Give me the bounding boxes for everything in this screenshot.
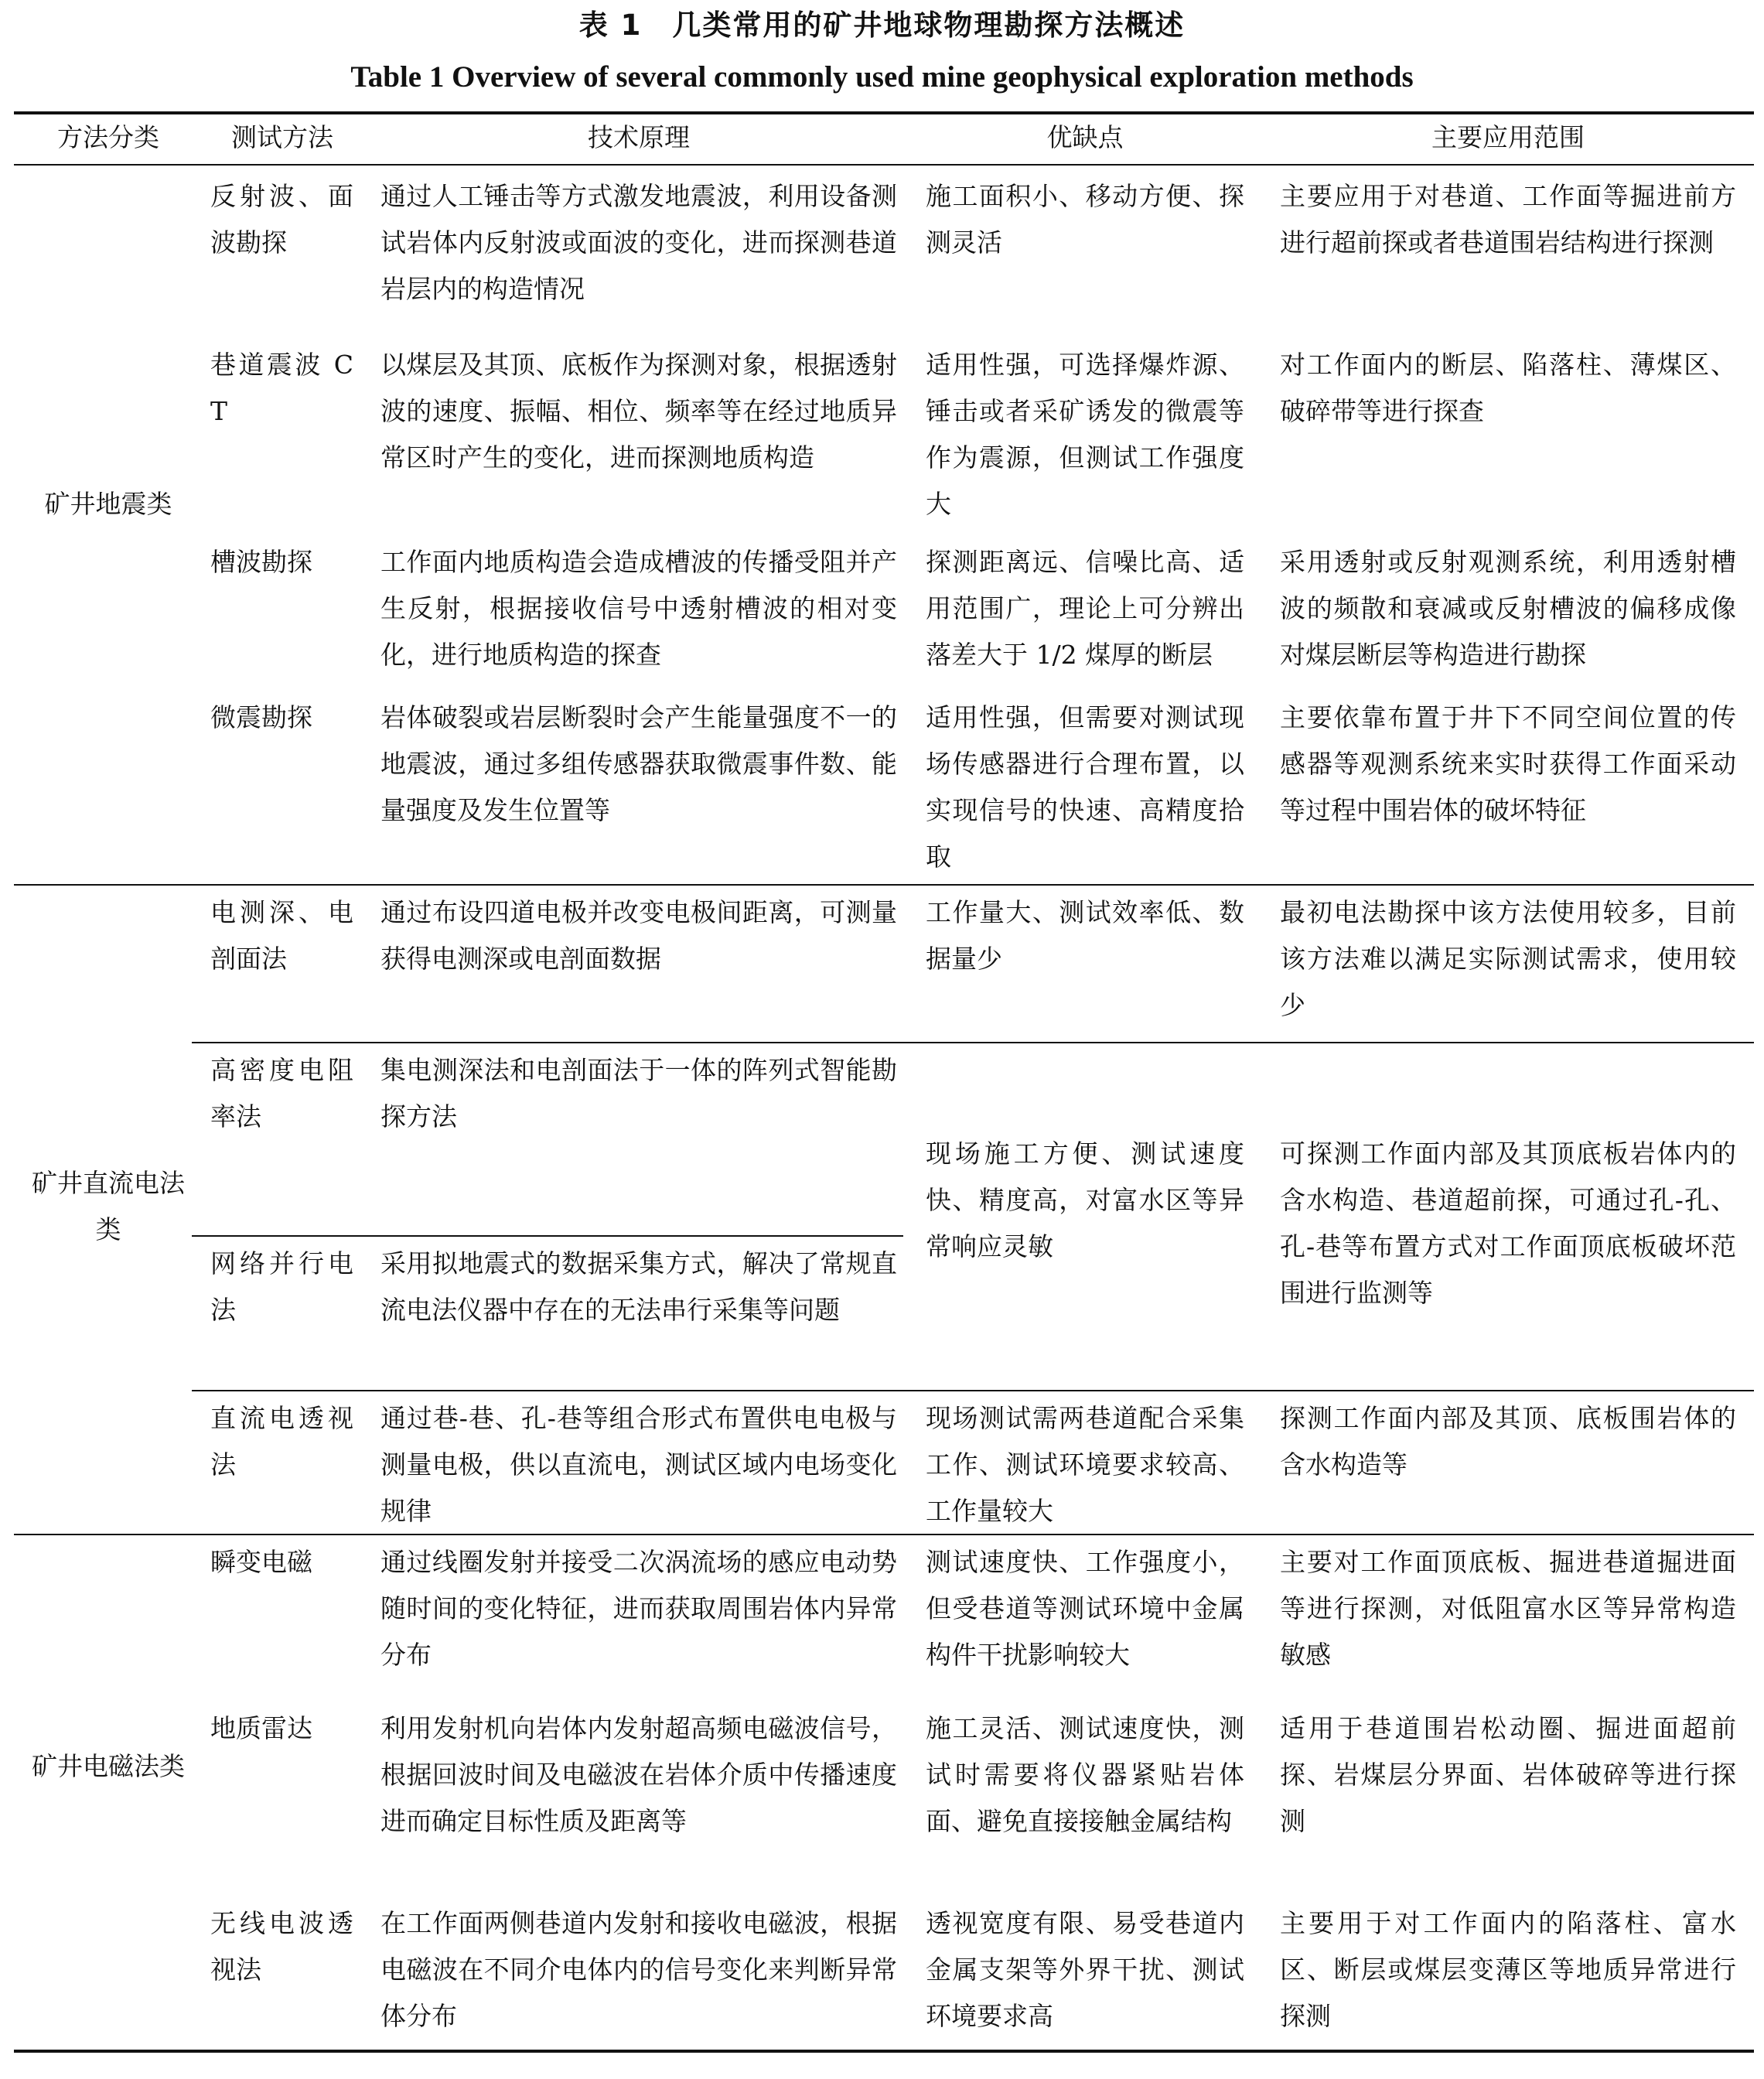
row-application: 主要用于对工作面内的陷落柱、富水区、断层或煤层变薄区等地质异常进行探测	[1280, 1908, 1736, 2031]
row-principle: 在工作面两侧巷道内发射和接收电磁波，根据电磁波在不同介电体内的信号变化来判断异常体分布	[380, 1908, 897, 2031]
table-caption-en: Table 1 Overview of several commonly used mine geophysical exploration methods	[350, 60, 1414, 94]
row-application: 对工作面内的断层、陷落柱、薄煤区、破碎带等进行探查	[1280, 350, 1736, 426]
header-application: 主要应用范围	[1431, 122, 1585, 152]
row-principle: 采用拟地震式的数据采集方式，解决了常规直流电法仪器中存在的无法串行采集等问题	[380, 1248, 897, 1325]
row-application: 探测工作面内部及其顶、底板围岩体的含水构造等	[1280, 1403, 1736, 1480]
header-rule	[14, 164, 1754, 166]
row-method: 瞬变电磁	[210, 1547, 312, 1577]
row-pros-cons: 施工面积小、移动方便、探测灵活	[926, 181, 1244, 258]
row-pros-cons: 测试速度快、工作强度小，但受巷道等测试环境中金属构件干扰影响较大	[926, 1547, 1244, 1670]
row-principle: 通过巷-巷、孔-巷等组合形式布置供电电极与测量电极，供以直流电，测试区域内电场变化规律	[380, 1403, 897, 1526]
row-principle: 集电测深法和电剖面法于一体的阵列式智能勘探方法	[380, 1055, 897, 1132]
category-seismic: 矿井地震类	[44, 489, 172, 519]
row-pros-cons: 现场施工方便、测试速度快、精度高，对富水区等异常响应灵敏	[926, 1138, 1244, 1261]
row-pros-cons: 现场测试需两巷道配合采集工作、测试环境要求较高、工作量较大	[926, 1403, 1244, 1526]
row-method: 电测深、电剖面法	[210, 897, 353, 974]
row-method: 反射波、面波勘探	[210, 181, 353, 258]
row-principle: 岩体破裂或岩层断裂时会产生能量强度不一的地震波，通过多组传感器获取微震事件数、能量强度及发生位置等	[380, 702, 897, 825]
top-rule	[14, 111, 1754, 114]
header-pros-cons: 优缺点	[1046, 122, 1124, 152]
category-electromagnetic: 矿井电磁法类	[32, 1751, 185, 1781]
row-application: 主要应用于对巷道、工作面等掘进前方进行超前探或者巷道围岩结构进行探测	[1280, 181, 1736, 258]
row-application: 采用透射或反射观测系统，利用透射槽波的频散和衰减或反射槽波的偏移成像对煤层断层等构造进行勘探	[1280, 547, 1736, 670]
row-pros-cons: 适用性强，但需要对测试现场传感器进行合理布置，以实现信号的快速、高精度拾取	[926, 702, 1244, 872]
row-principle: 通过线圈发射并接受二次涡流场的感应电动势随时间的变化特征，进而获取周围岩体内异常分布	[380, 1547, 897, 1670]
row-separator-dc-1	[192, 1042, 1754, 1043]
row-separator-dc-2	[192, 1235, 903, 1237]
row-principle: 通过人工锤击等方式激发地震波，利用设备测试岩体内反射波或面波的变化，进而探测巷道岩层内的构造情况	[380, 181, 897, 304]
header-principle: 技术原理	[588, 122, 690, 152]
row-application: 适用于巷道围岩松动圈、掘进面超前探、岩煤层分界面、岩体破碎等进行探测	[1280, 1713, 1736, 1836]
row-pros-cons: 工作量大、测试效率低、数据量少	[926, 897, 1244, 974]
row-principle: 通过布设四道电极并改变电极间距离，可测量获得电测深或电剖面数据	[380, 897, 897, 974]
row-method: 微震勘探	[210, 702, 312, 732]
row-pros-cons: 施工灵活、测试速度快，测试时需要将仪器紧贴岩体面、避免直接接触金属结构	[926, 1713, 1244, 1836]
row-method: 地质雷达	[210, 1713, 312, 1743]
row-application: 最初电法勘探中该方法使用较多，目前该方法难以满足实际测试需求，使用较少	[1280, 897, 1736, 1020]
row-method: 高密度电阻率法	[210, 1055, 353, 1132]
bottom-rule	[14, 2050, 1754, 2053]
row-method: 直流电透视法	[210, 1403, 353, 1480]
row-principle: 以煤层及其顶、底板作为探测对象，根据透射波的速度、振幅、相位、频率等在经过地质异常区时产生的变化，进而探测地质构造	[380, 350, 897, 473]
row-application: 主要对工作面顶底板、掘进巷道掘进面等进行探测，对低阻富水区等异常构造敏感	[1280, 1547, 1736, 1670]
table-caption-cn: 表 1 几类常用的矿井地球物理勘探方法概述	[578, 9, 1186, 42]
row-method: 无线电波透视法	[210, 1908, 353, 1985]
row-application: 主要依靠布置于井下不同空间位置的传感器等观测系统来实时获得工作面采动等过程中围岩体的破坏特征	[1280, 702, 1736, 825]
row-pros-cons: 透视宽度有限、易受巷道内金属支架等外界干扰、测试环境要求高	[926, 1908, 1244, 2031]
row-method: 网络并行电法	[210, 1248, 353, 1325]
row-method: 巷道震波 CT	[210, 350, 353, 426]
row-pros-cons: 适用性强，可选择爆炸源、锤击或者采矿诱发的微震等作为震源，但测试工作强度大	[926, 350, 1244, 519]
header-category: 方法分类	[57, 122, 159, 152]
row-principle: 工作面内地质构造会造成槽波的传播受阻并产生反射，根据接收信号中透射槽波的相对变化，进行地质构造的探查	[380, 547, 897, 670]
header-method: 测试方法	[231, 122, 333, 152]
row-application: 可探测工作面内部及其顶底板岩体内的含水构造、巷道超前探，可通过孔-孔、孔-巷等布置方式对工作面顶底板破坏范围进行监测等	[1280, 1138, 1736, 1308]
group-separator-1	[14, 884, 1754, 886]
row-method: 槽波勘探	[210, 547, 312, 577]
category-dc-electric: 矿井直流电法类	[32, 1168, 185, 1244]
row-principle: 利用发射机向岩体内发射超高频电磁波信号，根据回波时间及电磁波在岩体介质中传播速度进而确定目标性质及距离等	[380, 1713, 897, 1836]
row-pros-cons: 探测距离远、信噪比高、适用范围广，理论上可分辨出落差大于 1/2 煤厚的断层	[926, 547, 1244, 670]
row-separator-dc-3	[192, 1390, 1754, 1391]
